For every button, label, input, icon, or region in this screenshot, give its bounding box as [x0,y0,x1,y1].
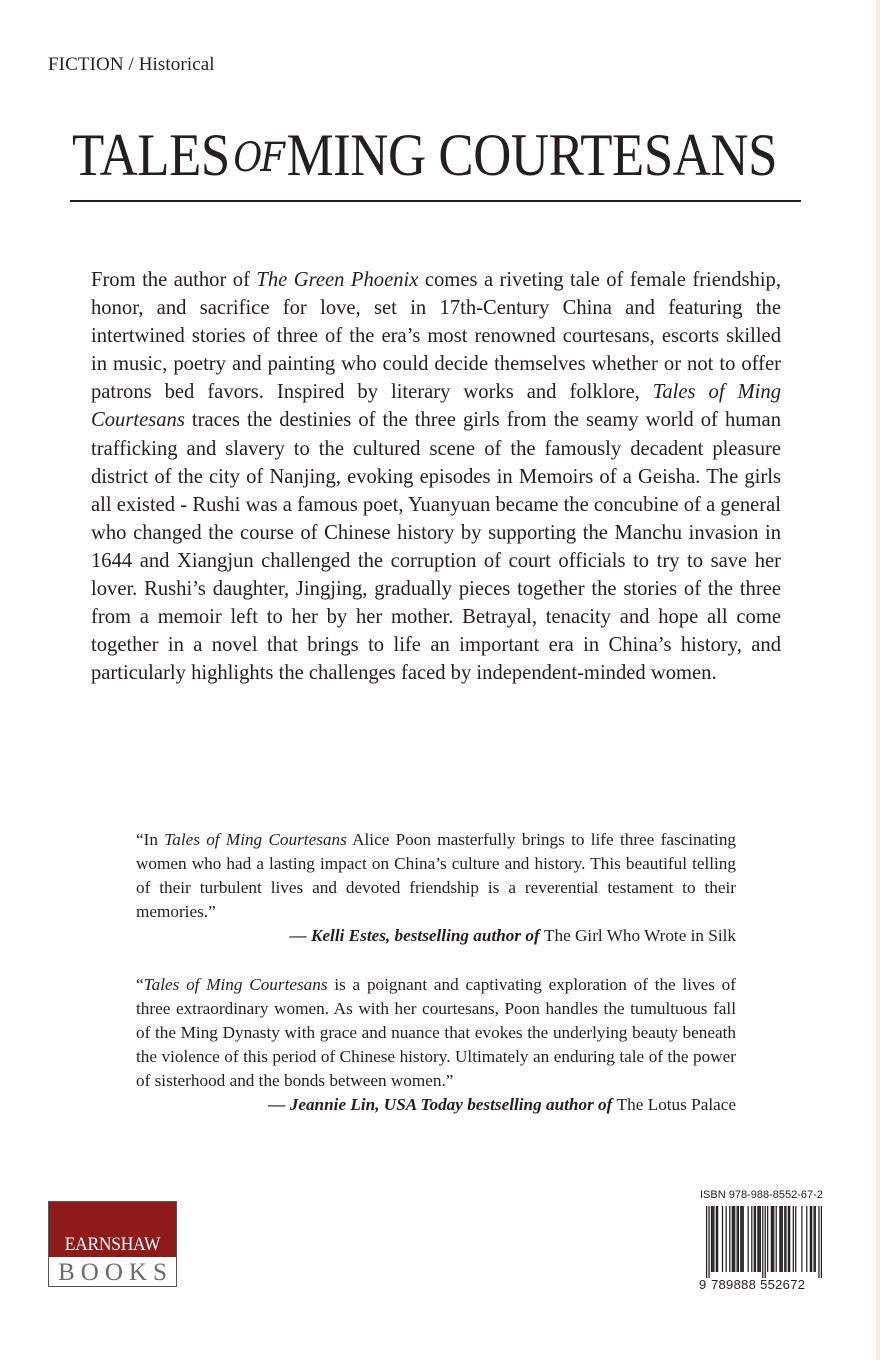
blurb-author: — Jeannie Lin, USA Today bestselling author of [268,1095,617,1114]
barcode-bar [740,1206,741,1272]
logo-text-books: BOOKS [58,1259,173,1286]
barcode-bar [759,1206,760,1272]
title-word-tales: TALES [72,122,230,188]
title-word-of: OF [233,135,284,181]
review-blurb [136,828,736,948]
description-text: traces the destinies of the three girls from the seamy world of human trafficking and slavery to the cultured scene of the famously decadent pleasure district of the city of Nanjing, evoking episodes in Memoirs of a Geisha. The girls all existed - Rushi was a famous poet, Yuanyuan became the concubine of a general who changed the course of Chinese history by supporting the Manchu invasion in 1644 and Xiangjun challenged the corruption of court officials to try to save her lover. Rushi’s daughter, Jingjing, gradually pieces together the stories of the three from a memoir left to her by her mother. Betrayal, tenacity and hope all come together in a novel that brings to life an important era in China’s history, and particularly highlights the challenges faced by independent-minded women. [91,409,781,685]
barcode-bar [757,1206,758,1272]
barcode-bar [751,1206,752,1272]
barcode-bar [712,1206,713,1272]
barcode-bar [801,1206,802,1272]
barcode-bar [789,1206,790,1272]
book-title [72,120,778,190]
barcode-bar [737,1206,738,1272]
barcode-bar [729,1206,730,1272]
barcode-bar [734,1206,735,1272]
barcode-bar [772,1206,773,1272]
title-words-ming-courtesans: MING COURTESANS [286,122,778,188]
barcode-bar [732,1206,733,1272]
genre-category: FICTION / Historical [48,54,215,75]
blurb-quote [136,973,736,1093]
page-edge [876,0,880,1360]
barcode-guard-bar [818,1206,819,1278]
barcode-bar [806,1206,807,1272]
barcode-bar [743,1206,744,1272]
barcode-bar [779,1206,780,1272]
barcode-bar [711,1206,712,1272]
barcode-bar [810,1206,811,1272]
barcode-bar [748,1206,749,1272]
blurb-book-title: Tales of Ming Courtesans [164,830,347,849]
barcode-first-digit: 9 [699,1277,707,1292]
blurb-author-work: The Girl Who Wrote in Silk [543,926,736,945]
logo-text-earnshaw: EARNSHAW [64,1234,161,1255]
quote-open: “ [136,975,144,994]
barcode-digit-groups: 789888 552672 [711,1277,806,1292]
barcode-bar [815,1206,816,1272]
blurb-quote [136,828,736,924]
barcode-bar [717,1206,718,1272]
description-text: From the author of [91,269,257,291]
barcode-bar [754,1206,755,1272]
barcode-bar [716,1206,717,1272]
barcode-bar [713,1206,714,1272]
barcode-bar [755,1206,756,1272]
barcode-bar [788,1206,789,1272]
barcode-bar [741,1206,742,1272]
barcode-bar [726,1206,727,1272]
blurb-book-title: Tales of Ming Courtesans [143,975,328,994]
blurb-text: Alice Poon masterfully brings to life three fascinating women who had a lasting impact on China’s culture and history. This beautiful telling of their turbulent lives and devoted friendship is a reverential testament to their memories.” [136,830,737,921]
barcode-bar [760,1206,761,1272]
description-text: comes a riveting tale of female friendship, honor, and sacrifice for love, set in 17th-Century China and featuring the intertwined stories of three of the era’s most renowned courtesans, escorts skilled in music, poetry and painting who could decide themselves whether or not to offer patrons bed favors. Inspired by literary works and folklore, [91,269,781,404]
description-book-title: Tales of Ming Courtesans [91,381,781,432]
barcode-guard-bar [708,1206,709,1278]
barcode-bar [771,1206,772,1272]
blurb-text: is a poignant and captivating exploration of the lives of three extraordinary women. As with her courtesans, Poon handles the tumultuous fall of the Ming Dynasty with grace and nuance that evokes the underlying beauty beneath the violence of this period of Chinese history. Ultimately an enduring tale of the power of sisterhood and the bonds between women.” [136,975,736,1090]
book-description [91,266,781,687]
barcode-guard-bar [706,1206,707,1278]
barcode-bar [784,1206,785,1272]
publisher-logo [48,1201,177,1287]
barcode-bar [722,1206,723,1272]
quote-open: “In [136,830,165,849]
barcode [706,1206,822,1278]
barcode-bar [767,1206,768,1272]
blurb-attribution [136,924,736,948]
barcode-guard-bar [765,1206,766,1278]
blurb-author: — Kelli Estes, bestselling author of [289,926,544,945]
barcode-digits [699,1278,829,1292]
isbn-label: ISBN 978-988-8552-67-2 [700,1189,823,1201]
barcode-bar [782,1206,783,1272]
barcode-bar [785,1206,786,1272]
barcode-bar [811,1206,812,1272]
barcode-bar [733,1206,734,1272]
barcode-bar [795,1206,796,1272]
blurb-attribution [136,1093,736,1117]
blurb-author-work: The Lotus Palace [616,1095,736,1114]
title-divider [70,200,801,202]
barcode-bar [776,1206,777,1272]
review-blurb [136,973,736,1117]
barcode-bar [773,1206,774,1272]
barcode-bar [793,1206,794,1272]
barcode-guard-bar [762,1206,763,1278]
barcode-bar [738,1206,739,1272]
barcode-bar [813,1206,814,1272]
barcode-guard-bar [821,1206,822,1278]
description-book-title: The Green Phoenix [256,269,419,291]
barcode-bar [780,1206,781,1272]
